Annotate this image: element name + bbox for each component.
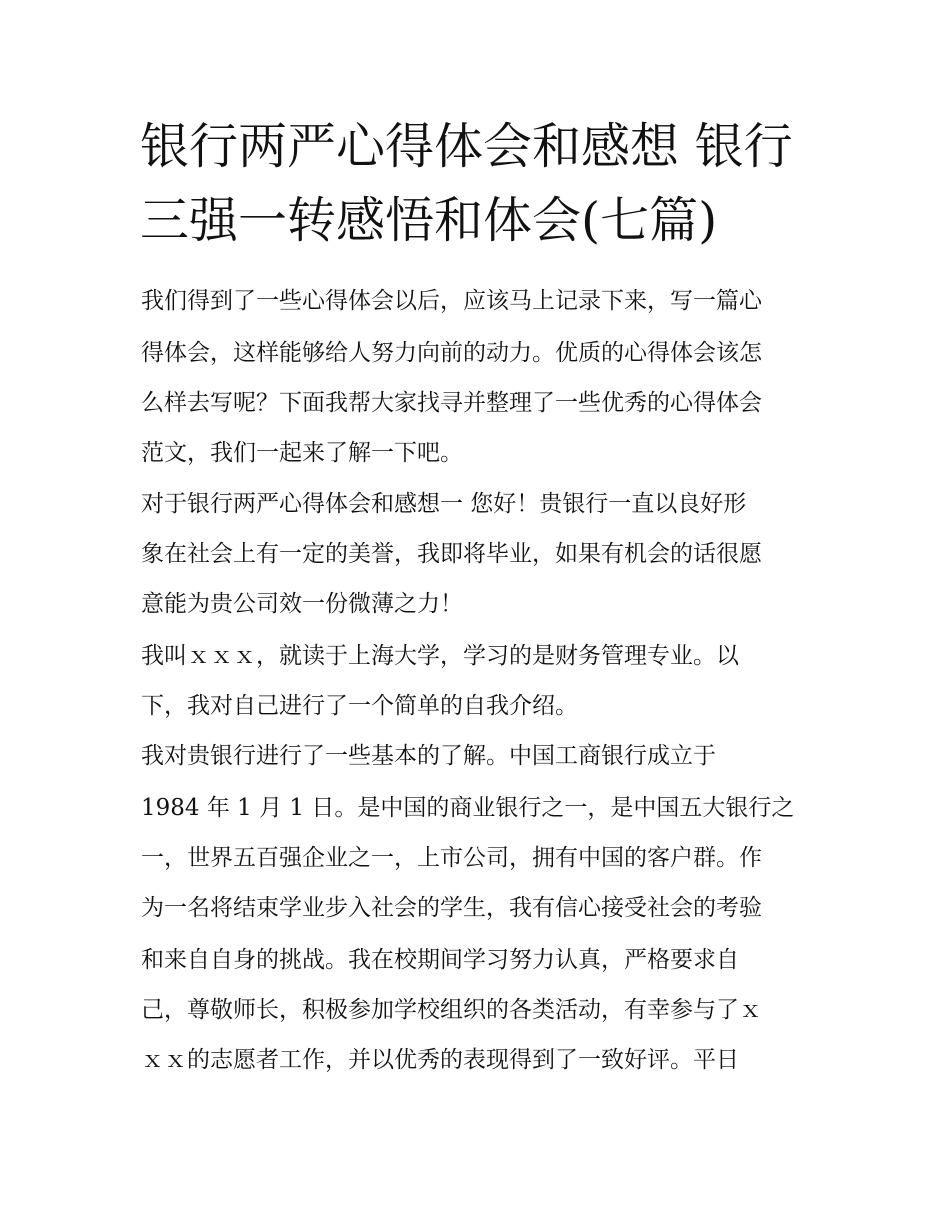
- body-line-13: 为一名将结束学业步入社会的学生，我有信心接受社会的考验: [141, 895, 762, 921]
- body-line-12: 一，世界五百强企业之一，上市公司，拥有中国的客户群。作: [141, 845, 762, 871]
- document-title-line-2: 三强一转感悟和体会(七篇): [140, 192, 718, 249]
- body-line-10: 我对贵银行进行了一些基本的了解。中国工商银行成立于: [141, 743, 716, 769]
- body-line-14: 和来自自身的挑战。我在校期间学习努力认真，严格要求自: [141, 947, 739, 973]
- body-line-16: ｘｘ的志愿者工作，并以优秀的表现得到了一致好评。平日: [141, 1047, 739, 1073]
- body-line-6: 象在社会上有一定的美誉，我即将毕业，如果有机会的话很愿: [141, 541, 762, 567]
- body-line-8: 我叫ｘｘｘ，就读于上海大学，学习的是财务管理专业。以: [141, 643, 739, 669]
- body-line-9: 下，我对自己进行了一个简单的自我介绍。: [141, 693, 578, 719]
- body-line-4: 范文，我们一起来了解一下吧。: [141, 440, 463, 466]
- body-line-11: 1984 年 1 月 1 日。是中国的商业银行之一，是中国五大银行之: [141, 795, 795, 821]
- body-line-5: 对于银行两严心得体会和感想一 您好！贵银行一直以良好形: [141, 491, 747, 517]
- document-title-line-1: 银行两严心得体会和感想 银行: [140, 118, 793, 175]
- body-line-15: 己，尊敬师长，积极参加学校组织的各类活动，有幸参与了ｘ: [141, 997, 762, 1023]
- body-line-7: 意能为贵公司效一份微薄之力！: [141, 591, 463, 617]
- body-line-1: 我们得到了一些心得体会以后，应该马上记录下来，写一篇心: [141, 288, 762, 314]
- body-line-2: 得体会，这样能够给人努力向前的动力。优质的心得体会该怎: [141, 340, 762, 366]
- body-line-3: 么样去写呢？下面我帮大家找寻并整理了一些优秀的心得体会: [141, 390, 762, 416]
